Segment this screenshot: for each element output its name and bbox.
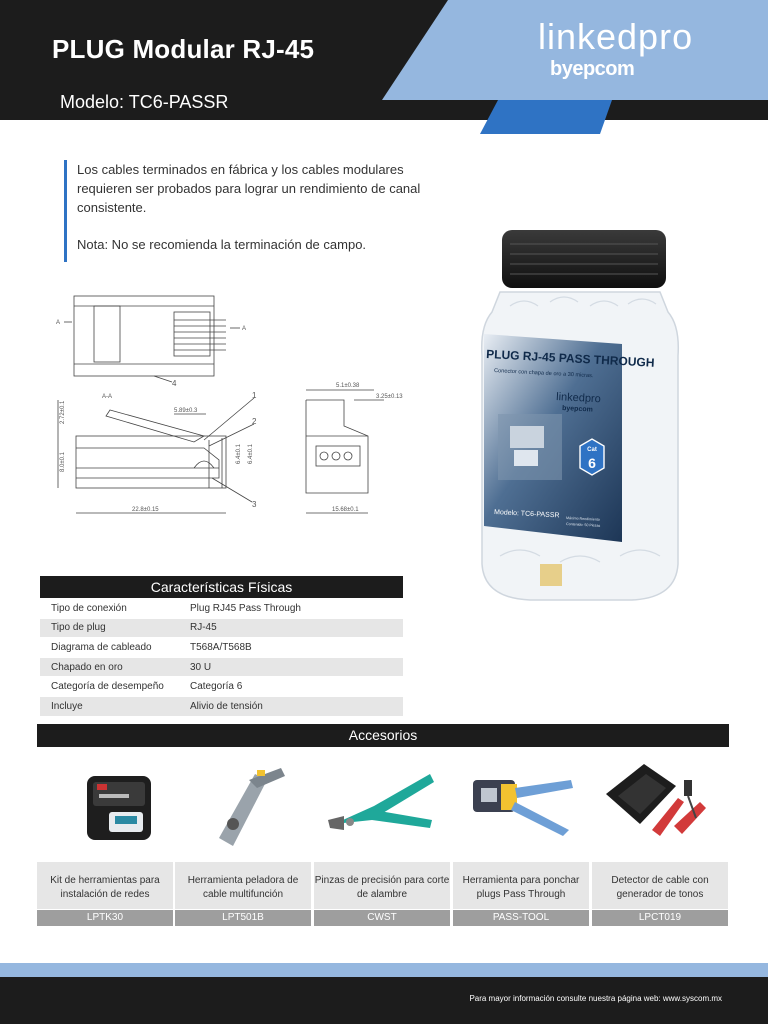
side-view-outline: [76, 436, 226, 488]
cat-badge-word: Cat: [587, 447, 597, 453]
product-jar-image: [470, 226, 690, 606]
specs-value: RJ-45: [190, 622, 217, 634]
dim-top-height: 2.72±0.1: [60, 400, 66, 424]
cable-stripper-icon: [175, 754, 311, 862]
specs-table: [40, 599, 403, 717]
accessory-name: Pinzas de precisión para corte de alambre: [314, 862, 450, 909]
section-mark-a-left: A: [56, 320, 61, 326]
brand-sub: byepcom: [550, 58, 635, 80]
specs-row: [40, 677, 403, 697]
dim-inner-a: 6.4±0.1: [236, 444, 242, 464]
accessories-title: Accesorios: [37, 724, 729, 747]
technical-drawing: [44, 288, 424, 528]
specs-value: 30 U: [190, 661, 212, 673]
accessory-item: [592, 754, 728, 926]
specs-title: Características Físicas: [40, 576, 403, 598]
accessory-item: [314, 754, 450, 926]
accessory-image: [37, 754, 173, 862]
specs-row: [40, 658, 403, 678]
specs-row: [40, 697, 403, 717]
product-brand: linkedpro: [555, 391, 602, 406]
intro-text: Los cables terminados en fábrica y los cables modulares requieren ser probados para lograr un rendimiento de canal consistente.: [77, 162, 421, 215]
brand-name: linkedpro: [538, 16, 694, 57]
product-brand-sub: byepcom: [561, 405, 593, 414]
jar-lid: [502, 230, 666, 288]
callout-3: 3: [252, 500, 257, 509]
product-label-subtitle: Conector con chapa de oro a 30 micras.: [493, 368, 594, 380]
intro-block: [64, 160, 424, 262]
specs-value: Plug RJ45 Pass Through: [190, 602, 301, 614]
accessory-code: PASS-TOOL: [453, 910, 589, 926]
specs-key: Incluye: [51, 700, 83, 712]
crimp-tool-icon: [453, 754, 589, 862]
product-label-model: Modelo: TC6-PASSR: [493, 509, 560, 520]
cable-tester-icon: [592, 754, 728, 862]
product-label-small-2: Contenido: 50 Piezas: [565, 522, 601, 528]
accessory-code: CWST: [314, 910, 450, 926]
specs-row: [40, 599, 403, 619]
specs-key: Tipo de plug: [51, 622, 106, 634]
dim-pitch: 5.89±0.3: [174, 408, 198, 414]
wire-cutter-icon: [314, 754, 450, 862]
accessory-code: LPTK30: [37, 910, 173, 926]
specs-row: [40, 638, 403, 658]
specs-value: Categoría 6: [190, 681, 243, 693]
front-view-outline: [306, 400, 368, 493]
section-mark-a-right: A: [242, 326, 247, 332]
cat-badge-number: 6: [588, 455, 596, 471]
specs-value: Alivio de tensión: [190, 700, 263, 712]
top-view-latch: [94, 306, 120, 362]
accessory-name: Detector de cable con generador de tonos: [592, 862, 728, 909]
callout-1: 1: [252, 391, 257, 400]
accessory-name: Herramienta para ponchar plugs Pass Through: [453, 862, 589, 909]
dim-side-height: 8.0±0.1: [60, 452, 66, 472]
accessory-image: [453, 754, 589, 862]
specs-key: Chapado en oro: [51, 661, 123, 673]
accessory-code: LPT501B: [175, 910, 311, 926]
callout-2: 2: [252, 417, 257, 426]
callout-4: 4: [172, 379, 177, 388]
dim-inner-b: 6.4±0.1: [248, 444, 254, 464]
tool-kit-icon: [37, 754, 173, 862]
specs-row: [40, 619, 403, 639]
specs-key: Tipo de conexión: [51, 602, 127, 614]
dim-front-width: 15.68±0.1: [332, 507, 359, 513]
page-title: PLUG Modular RJ-45: [52, 34, 315, 64]
dim-front-side: 3.25±0.13: [376, 394, 403, 400]
accessory-item: [453, 754, 589, 926]
accessory-image: [592, 754, 728, 862]
product-label-title: PLUG RJ-45 PASS THROUGH: [485, 347, 655, 370]
brand-logo: [538, 16, 738, 80]
accessory-code: LPCT019: [592, 910, 728, 926]
product-label-small-1: Máximo Rendimiento: [565, 516, 600, 522]
footer-blue-band: [0, 963, 768, 977]
model-subtitle: Modelo: TC6-PASSR: [60, 92, 229, 112]
dim-length: 22.8±0.15: [132, 507, 159, 513]
footer-text: Para mayor información consulte nuestra página web: www.syscom.mx: [469, 994, 722, 1003]
intro-note: Nota: No se recomienda la terminación de campo.: [77, 237, 367, 252]
accessory-image: [314, 754, 450, 862]
dim-front-top: 5.1±0.38: [336, 383, 360, 389]
accessory-name: Kit de herramientas para instalación de redes: [37, 862, 173, 909]
section-label: A-A: [102, 394, 113, 400]
accessory-image: [175, 754, 311, 862]
accessory-item: [175, 754, 311, 926]
specs-value: T568A/T568B: [190, 641, 252, 653]
specs-key: Categoría de desempeño: [51, 681, 164, 693]
specs-key: Diagrama de cableado: [51, 641, 152, 653]
accessory-item: [37, 754, 173, 926]
accessory-name: Herramienta peladora de cable multifunción: [175, 862, 311, 909]
